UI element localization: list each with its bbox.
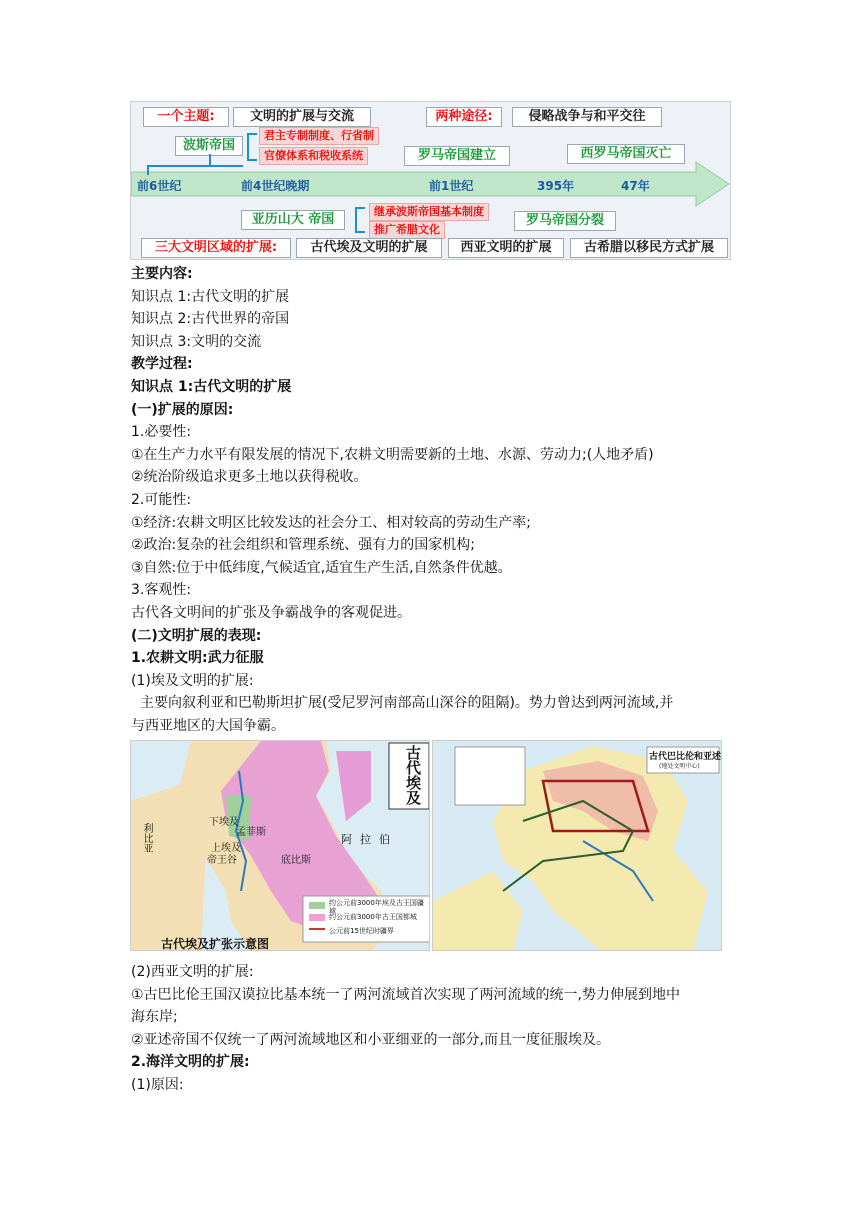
three-westasia: 西亚文明的扩展 — [448, 238, 564, 258]
doc-line-11: 2.可能性: — [131, 492, 192, 508]
axis-label-5: 47年 — [621, 179, 650, 193]
doc-line-18: 1.农耕文明:武力征服 — [131, 650, 264, 666]
three-greece: 古希腊以移民方式扩展 — [570, 238, 728, 258]
egypt-map-place-7: 利比亚 — [141, 823, 152, 853]
egypt-map-title: 古代埃及 — [404, 745, 422, 805]
babylon-map-subtitle: (地处文明中心) — [659, 763, 700, 770]
doc-line-9: ①在生产力水平有限发展的情况下,农耕文明需要新的土地、水源、劳动力;(人地矛盾) — [131, 447, 654, 463]
theme-label: 一个主题: — [143, 107, 229, 127]
babylon-map — [432, 740, 722, 951]
three-egypt: 古代埃及文明的扩展 — [296, 238, 442, 258]
doc-line-10: ②统治阶级追求更多土地以获得税收。 — [131, 469, 368, 485]
doc-line-15: 3.客观性: — [131, 582, 192, 598]
egypt-map-place-2: 孟菲斯 — [236, 827, 266, 838]
persia-note-1: 君主专制制度、行省制 — [259, 127, 379, 145]
doc-line-1: 主要内容: — [131, 266, 193, 282]
timeline-figure — [130, 101, 731, 260]
egypt-map-legend-1: 约公元前3000年埃及古王国疆域 — [329, 899, 424, 915]
doc-line-7: (一)扩展的原因: — [131, 402, 234, 418]
egypt-map-legend-3: 公元前15世纪时疆界 — [329, 927, 394, 935]
axis-label-1: 前6世纪 — [137, 179, 182, 193]
egypt-map-place-5: 帝王谷 — [207, 855, 237, 866]
alexander-box: 亚历山大 帝国 — [241, 210, 345, 230]
axis-label-2: 前4世纪晚期 — [241, 179, 310, 193]
doc-line-6: 知识点 1:古代文明的扩展 — [131, 379, 292, 395]
egypt-map-legend-2: 约公元前3000年古王国都城 — [329, 913, 417, 921]
alexander-note-2: 推广希腊文化 — [369, 221, 445, 239]
babylon-map-title: 古代巴比伦和亚述 — [649, 752, 722, 762]
persia-brace — [247, 133, 257, 161]
theme-value: 文明的扩展与交流 — [233, 107, 371, 127]
egypt-map-place-4: 底比斯 — [281, 855, 311, 866]
doc-line-24: 海东岸; — [131, 1009, 178, 1025]
persia-box: 波斯帝国 — [175, 136, 243, 156]
doc-line-14: ③自然:位于中低纬度,气候适宜,适宜生产生活,自然条件优越。 — [131, 560, 512, 576]
doc-line-3: 知识点 2:古代世界的帝国 — [131, 311, 290, 327]
doc-line-8: 1.必要性: — [131, 424, 192, 440]
doc-line-25: ②亚述帝国不仅统一了两河流域地区和小亚细亚的一部分,而且一度征服埃及。 — [131, 1032, 610, 1048]
doc-line-20: 主要向叙利亚和巴勒斯坦扩展(受尼罗河南部高山深谷的阻隔)。势力曾达到两河流域,并 — [140, 695, 674, 711]
doc-line-23: ①古巴比伦王国汉谟拉比基本统一了两河流域首次实现了两河流域的统一,势力伸展到地中 — [131, 987, 680, 1003]
doc-line-2: 知识点 1:古代文明的扩展 — [131, 289, 290, 305]
persia-connector-mid — [209, 154, 211, 166]
paths-value: 侵略战争与和平交往 — [512, 107, 662, 127]
doc-line-12: ①经济:农耕文明区比较发达的社会分工、相对较高的劳动生产率; — [131, 515, 531, 531]
egypt-map-place-6: 阿拉伯 — [341, 833, 398, 846]
doc-line-13: ②政治:复杂的社会组织和管理系统、强有力的国家机构; — [131, 537, 475, 553]
egypt-map-caption: 古代埃及扩张示意图 — [161, 937, 270, 951]
alexander-note-1: 继承波斯帝国基本制度 — [369, 203, 489, 221]
doc-line-19: (1)埃及文明的扩展: — [131, 673, 254, 689]
persia-connector-left — [147, 165, 149, 175]
doc-line-16: 古代各文明间的扩张及争霸战争的客观促进。 — [131, 605, 411, 621]
doc-line-17: (二)文明扩展的表现: — [131, 628, 262, 644]
persia-note-2: 官僚体系和税收系统 — [259, 147, 368, 165]
paths-label: 两种途径: — [426, 107, 502, 127]
axis-label-3: 前1世纪 — [429, 179, 474, 193]
doc-line-26: 2.海洋文明的扩展: — [131, 1054, 250, 1070]
egypt-map — [130, 740, 430, 951]
babylon-map-drawing — [433, 741, 722, 951]
west-rome-fall-box: 西罗马帝国灭亡 — [567, 144, 685, 164]
three-regions-label: 三大文明区域的扩展: — [141, 238, 291, 258]
axis-label-4: 395年 — [537, 179, 575, 193]
doc-line-21: 与西亚地区的大国争霸。 — [131, 718, 285, 734]
egypt-map-place-3: 上埃及 — [211, 843, 241, 854]
doc-line-4: 知识点 3:文明的交流 — [131, 334, 262, 350]
rome-founded-box: 罗马帝国建立 — [404, 146, 510, 166]
persia-connector — [147, 165, 243, 167]
doc-line-27: (1)原因: — [131, 1077, 184, 1093]
egypt-map-place-1: 下埃及 — [209, 817, 239, 828]
doc-line-22: (2)西亚文明的扩展: — [131, 964, 254, 980]
rome-split-box: 罗马帝国分裂 — [514, 211, 616, 231]
doc-line-5: 教学过程: — [131, 356, 193, 372]
alexander-brace — [355, 207, 365, 233]
